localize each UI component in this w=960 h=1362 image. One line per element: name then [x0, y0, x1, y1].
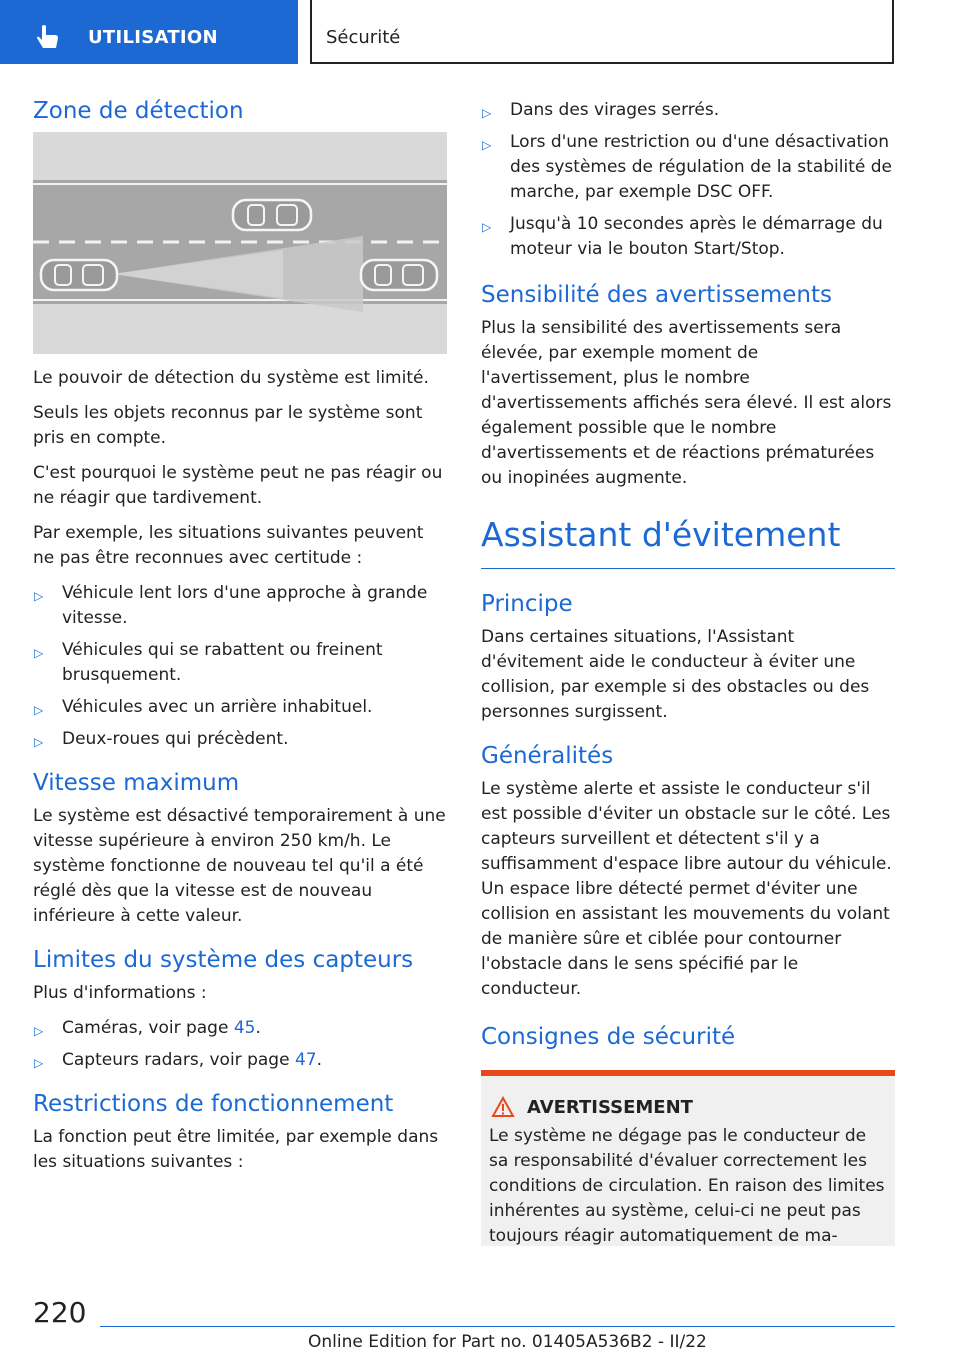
- paragraph: Dans certaines situations, l'Assistant d'évitement aide le conducteur à éviter une collision, par exemple si des obstacles ou des personnes surgissent.: [481, 627, 870, 722]
- sensor-list: [33, 1016, 447, 1073]
- paragraph: Par exemple, les situations suivantes peuvent ne pas être reconnues avec certitude :: [33, 523, 424, 568]
- paragraph: La fonction peut être limitée, par exemple dans les situations suivantes :: [33, 1127, 439, 1172]
- list-item: ▷ Jusqu'à 10 secondes après le démarrage du moteur via le bouton Start/Stop.: [482, 214, 883, 259]
- triangle-bullet-icon: ▷: [34, 1024, 44, 1038]
- warning-triangle-icon: [491, 1096, 515, 1118]
- chapter-title-box: [310, 0, 894, 64]
- triangle-bullet-icon: ▷: [34, 589, 44, 603]
- triangle-bullet-icon: ▷: [482, 220, 492, 234]
- chapter-title: Sécurité: [326, 27, 401, 48]
- paragraph: Le système est désactivé temporairement à une vitesse supérieure à environ 250 km/h. Le système fonctionne de nouveau tel qu'il a été réglé dès que la vitesse est de nouveau inférieure à cette valeur.: [33, 806, 446, 926]
- zone-heading: Zone de détection: [33, 98, 244, 124]
- footer-rule: [100, 1326, 895, 1327]
- list-item: ▷ Capteurs radars, voir page 47.: [33, 1048, 447, 1073]
- triangle-bullet-icon: ▷: [482, 106, 492, 120]
- paragraph: Le pouvoir de détection du système est limité.: [33, 368, 429, 388]
- page-number: 220: [33, 1296, 87, 1329]
- page-link-radars[interactable]: 47: [294, 1050, 317, 1070]
- paragraph: C'est pourquoi le système peut ne pas réagir ou ne réagir que tardivement.: [33, 463, 443, 508]
- own-car: [41, 260, 117, 290]
- triangle-bullet-icon: ▷: [34, 735, 44, 749]
- generalites-heading: Généralités: [481, 743, 614, 769]
- list-item: ▷ Lors d'une restriction ou d'une désactivation des systèmes de régulation de la stabilité de marche, par exemple DSC OFF.: [482, 132, 892, 202]
- sensibilite-heading: Sensibilité des avertissements: [481, 282, 832, 308]
- list-item: ▷ Caméras, voir page 45.: [33, 1016, 447, 1041]
- triangle-bullet-icon: ▷: [34, 646, 44, 660]
- warning-title-row: [489, 1096, 887, 1118]
- principe-heading: Principe: [481, 591, 573, 617]
- paragraph: Plus la sensibilité des avertissements sera élevée, par exemple moment de l'avertissement, plus le nombre d'avertissements affichés sera élevé. Il est alors également possible que le nombre d'avertissements et de réactions prématurées ou inopinées augmente.: [481, 318, 892, 488]
- heading-rule: [481, 568, 895, 569]
- assistant-heading: Assistant d'évitement: [481, 515, 841, 554]
- warning-title: AVERTISSEMENT: [527, 1096, 693, 1118]
- paragraph: Plus d'informations :: [33, 983, 207, 1003]
- triangle-bullet-icon: ▷: [34, 1056, 44, 1070]
- consignes-heading: Consignes de sécurité: [481, 1024, 736, 1050]
- hand-pointer-icon: [34, 24, 62, 52]
- situations-list: [33, 581, 447, 752]
- right-column: [481, 98, 895, 1246]
- paragraph: Le système alerte et assiste le conducteur s'il est possible d'éviter un obstacle sur le côté. Les capteurs surveillent et détectent s'il y a suffisamment d'espace libre autour du véhicule. Un espace libre détecté permet d'éviter une collision en assistant les mouvements du volant de manière sûre et ciblée pour contourner l'obstacle dans le sens spécifié par le conducteur.: [481, 779, 892, 999]
- paragraph: Seuls les objets reconnus par le système sont pris en compte.: [33, 403, 423, 448]
- list-item: ▷ Véhicule lent lors d'une approche à grande vitesse.: [34, 583, 428, 628]
- vitesse-heading: Vitesse maximum: [33, 770, 240, 796]
- list-item: ▷ Dans des virages serrés.: [481, 98, 895, 123]
- section-tab[interactable]: [0, 0, 298, 64]
- car-ahead: [233, 200, 311, 230]
- restrictions-heading: Restrictions de fonctionnement: [33, 1091, 394, 1117]
- warning-box: [481, 1070, 895, 1246]
- list-item: ▷ Véhicules avec un arrière inhabituel.: [33, 695, 447, 720]
- warning-text: Le système ne dégage pas le conducteur de sa responsabilité d'évaluer correctement les conditions de circulation. En raison des limites inhérentes au système, celui-ci ne peut pas toujours réagir automatiquement de ma-: [489, 1126, 885, 1246]
- car-far: [361, 260, 437, 290]
- restrictions-list: [481, 98, 895, 262]
- detection-zone-illustration: [33, 132, 447, 354]
- edition-note: Online Edition for Part no. 01405A536B2 - II/22: [308, 1332, 707, 1352]
- section-label: UTILISATION: [88, 27, 218, 48]
- page-link-cameras[interactable]: 45: [233, 1018, 256, 1038]
- list-item: ▷ Deux-roues qui précèdent.: [33, 727, 447, 752]
- triangle-bullet-icon: ▷: [482, 138, 492, 152]
- triangle-bullet-icon: ▷: [34, 703, 44, 717]
- left-column: [33, 98, 447, 1185]
- list-item: ▷ Véhicules qui se rabattent ou freinent brusquement.: [34, 640, 383, 685]
- limites-heading: Limites du système des capteurs: [33, 947, 414, 973]
- road-diagram: [33, 132, 447, 354]
